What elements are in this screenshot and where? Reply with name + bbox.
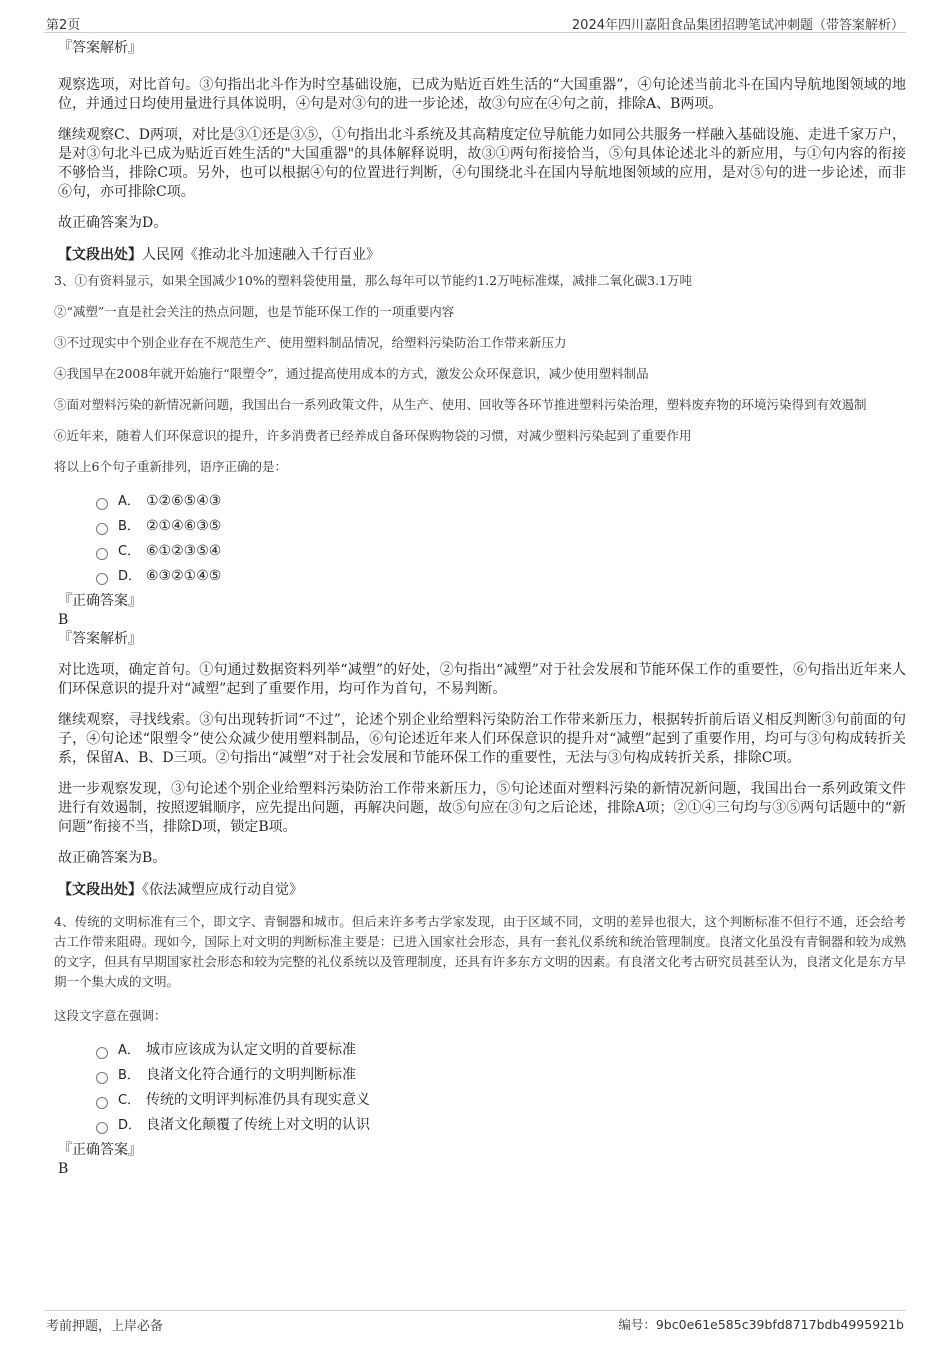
option-letter: B． bbox=[118, 1068, 140, 1083]
analysis-paragraph: 故正确答案为B。 bbox=[58, 850, 167, 866]
analysis-paragraph: 继续观察C、D两项，对比是③①还是③⑤，①句指出北斗系统及其高精度定位导航能力如同公共服务一样融入基础设施、走进千家万户，是对③句北斗已成为贴近百姓生活的"大国重器"的具体解释说明，故③①两句衔接恰当，⑤句具体论述北斗的新应用，与①句内容的衔接不够恰当，排除C项。另外，也可以根据④句的位置进行判断，④句围绕北斗在国内导航地图领域的应用，是对⑤句的进一步论述，而非⑥句，亦可排除C项。 bbox=[58, 127, 906, 200]
q2-analysis-label: 『答案解析』 bbox=[58, 40, 142, 56]
source-text: 《依法减塑应成行动自觉》 bbox=[142, 882, 303, 898]
radio-icon[interactable] bbox=[96, 498, 108, 510]
document-code bbox=[618, 1315, 904, 1333]
analysis-paragraph: 对比选项，确定首句。①句通过数据资料列举“减塑”的好处，②句指出“减塑”对于社会发展和节能环保工作的重要性，⑥句指出近年来人们环保意识的提升对“减塑”起到了重要作用，均可作为首句，不易判断。 bbox=[58, 662, 906, 697]
q3-options bbox=[96, 489, 906, 589]
question-4 bbox=[44, 912, 906, 1178]
option-text: ②①④⑥③⑤ bbox=[146, 518, 222, 534]
q3-option-a[interactable] bbox=[96, 489, 906, 514]
radio-icon[interactable] bbox=[96, 1047, 108, 1059]
radio-icon[interactable] bbox=[96, 573, 108, 585]
q2-source bbox=[58, 245, 906, 265]
option-text: 城市应该成为认定文明的首要标准 bbox=[146, 1042, 356, 1058]
analysis-paragraph: 观察选项，对比首句。③句指出北斗作为时空基础设施，已成为贴近百姓生活的“大国重器”，④句论述当前北斗在国内导航地图领域的地位，并通过日均使用量进行具体说明，④句是对③句的进一步论述，故③句应在④句之前，排除A、B两项。 bbox=[58, 77, 906, 112]
page-header bbox=[44, 12, 906, 33]
q4-option-a[interactable] bbox=[96, 1038, 906, 1063]
q3-analysis-label: 『答案解析』 bbox=[58, 631, 142, 647]
source-label: 【文段出处】 bbox=[58, 247, 142, 263]
radio-icon[interactable] bbox=[96, 1072, 108, 1084]
document-title: 2024年四川嘉阳食品集团招聘笔试冲刺题（带答案解析） bbox=[571, 18, 904, 33]
option-text: ⑥③②①④⑤ bbox=[146, 568, 222, 584]
q4-answer: B bbox=[58, 1161, 69, 1177]
option-letter: C． bbox=[118, 1093, 141, 1108]
q4-option-b[interactable] bbox=[96, 1063, 906, 1088]
option-text: 传统的文明评判标准仍具有现实意义 bbox=[146, 1092, 370, 1108]
code-label: 编号： bbox=[618, 1317, 656, 1332]
option-text: 良渚文化颠覆了传统上对文明的认识 bbox=[146, 1117, 370, 1133]
source-text: 人民网《推动北斗加速融入千行百业》 bbox=[142, 247, 380, 263]
page-content bbox=[44, 38, 906, 1178]
q4-stem: 这段文字意在强调： bbox=[54, 1008, 167, 1023]
q3-option-d[interactable] bbox=[96, 564, 906, 589]
footer-slogan: 考前押题，上岸必备 bbox=[46, 1319, 164, 1334]
option-text: 良渚文化符合通行的文明判断标准 bbox=[146, 1067, 356, 1083]
analysis-paragraph: 故正确答案为D。 bbox=[58, 215, 168, 231]
q4-option-d[interactable] bbox=[96, 1113, 906, 1138]
option-text: ⑥①②③⑤④ bbox=[146, 543, 222, 559]
q4-options bbox=[96, 1038, 906, 1138]
analysis-paragraph: 进一步观察发现，③句论述个别企业给塑料污染防治工作带来新压力，⑤句论述面对塑料污染的新情况新问题，我国出台一系列政策文件进行有效遏制，按照逻辑顺序，应先提出问题，再解决问题，故⑤句应在③句之后论述，排除A项；②①④三句均与③⑤两句话题中的“新问题”衔接不当，排除D项，锁定B项。 bbox=[58, 781, 906, 835]
option-letter: D． bbox=[118, 1118, 142, 1133]
q3-sentence-4: ④我国早在2008年就开始施行“限塑令”，通过提高使用成本的方式，激发公众环保意识，减少使用塑料制品 bbox=[54, 366, 649, 381]
q4-option-c[interactable] bbox=[96, 1088, 906, 1113]
page-number: 第2页 bbox=[46, 18, 81, 33]
q3-answer-label: 『正确答案』 bbox=[58, 593, 142, 609]
analysis-paragraph: 继续观察，寻找线索。③句出现转折词“不过”，论述个别企业给塑料污染防治工作带来新压力，根据转折前后语义相反判断③句前面的句子，④句论述“限塑令”使公众减少使用塑料制品，⑥句论述近年来人们环保意识的提升对“减塑”起到了重要作用，均可与③句构成转折关系，保留A、B、D三项。②句指出“减塑”对于社会发展和节能环保工作的重要性，无法与③句构成转折关系，排除C项。 bbox=[58, 712, 906, 766]
page-footer bbox=[44, 1310, 906, 1335]
option-letter: C． bbox=[118, 544, 141, 559]
option-letter: A． bbox=[118, 1043, 140, 1058]
question-3 bbox=[44, 271, 906, 900]
q3-answer: B bbox=[58, 612, 69, 628]
option-letter: D． bbox=[118, 569, 142, 584]
q4-passage: 4、传统的文明标准有三个，即文字、青铜器和城市。但后来许多考古学家发现，由于区域不同，文明的差异也很大，这个判断标准不但行不通，还会给考古工作带来阻碍。现如今，国际上对文明的判断标准主要是：已进入国家社会形态，具有一套礼仪系统和统治管理制度。良渚文化虽没有青铜器和较为成熟的文字，但具有早期国家社会形态和较为完整的礼仪系统以及管理制度，还具有许多东方文明的因素。有良渚文化考古研究员甚至认为，良渚文化是东方早期一个集大成的文明。 bbox=[54, 914, 906, 989]
q4-answer-label: 『正确答案』 bbox=[58, 1142, 142, 1158]
radio-icon[interactable] bbox=[96, 523, 108, 535]
q2-analysis bbox=[44, 76, 906, 233]
radio-icon[interactable] bbox=[96, 548, 108, 560]
code-value: 9bc0e61e585c39bfd8717bdb4995921b bbox=[655, 1317, 904, 1332]
q3-sentence-2: ②“减塑”一直是社会关注的热点问题，也是节能环保工作的一项重要内容 bbox=[54, 304, 455, 319]
q3-sentence-6: ⑥近年来，随着人们环保意识的提升，许多消费者已经养成自备环保购物袋的习惯，对减少塑料污染起到了重要作用 bbox=[54, 428, 692, 443]
radio-icon[interactable] bbox=[96, 1122, 108, 1134]
option-letter: B． bbox=[118, 519, 140, 534]
q3-analysis bbox=[44, 661, 906, 868]
q3-sentence-1: 3、①有资料显示，如果全国减少10%的塑料袋使用量，那么每年可以节能约1.2万吨标准煤，减排二氧化碳3.1万吨 bbox=[54, 273, 692, 288]
option-text: ①②⑥⑤④③ bbox=[146, 493, 222, 509]
q3-option-c[interactable] bbox=[96, 539, 906, 564]
radio-icon[interactable] bbox=[96, 1097, 108, 1109]
source-label: 【文段出处】 bbox=[58, 882, 142, 898]
q3-sentence-5: ⑤面对塑料污染的新情况新问题，我国出台一系列政策文件，从生产、使用、回收等各环节推进塑料污染治理，塑料废弃物的环境污染得到有效遏制 bbox=[54, 397, 867, 412]
q3-source bbox=[58, 880, 906, 900]
q3-stem: 将以上6个句子重新排列，语序正确的是： bbox=[54, 459, 287, 474]
q3-option-b[interactable] bbox=[96, 514, 906, 539]
q3-sentence-3: ③不过现实中个别企业存在不规范生产、使用塑料制品情况，给塑料污染防治工作带来新压力 bbox=[54, 335, 567, 350]
option-letter: A． bbox=[118, 494, 140, 509]
